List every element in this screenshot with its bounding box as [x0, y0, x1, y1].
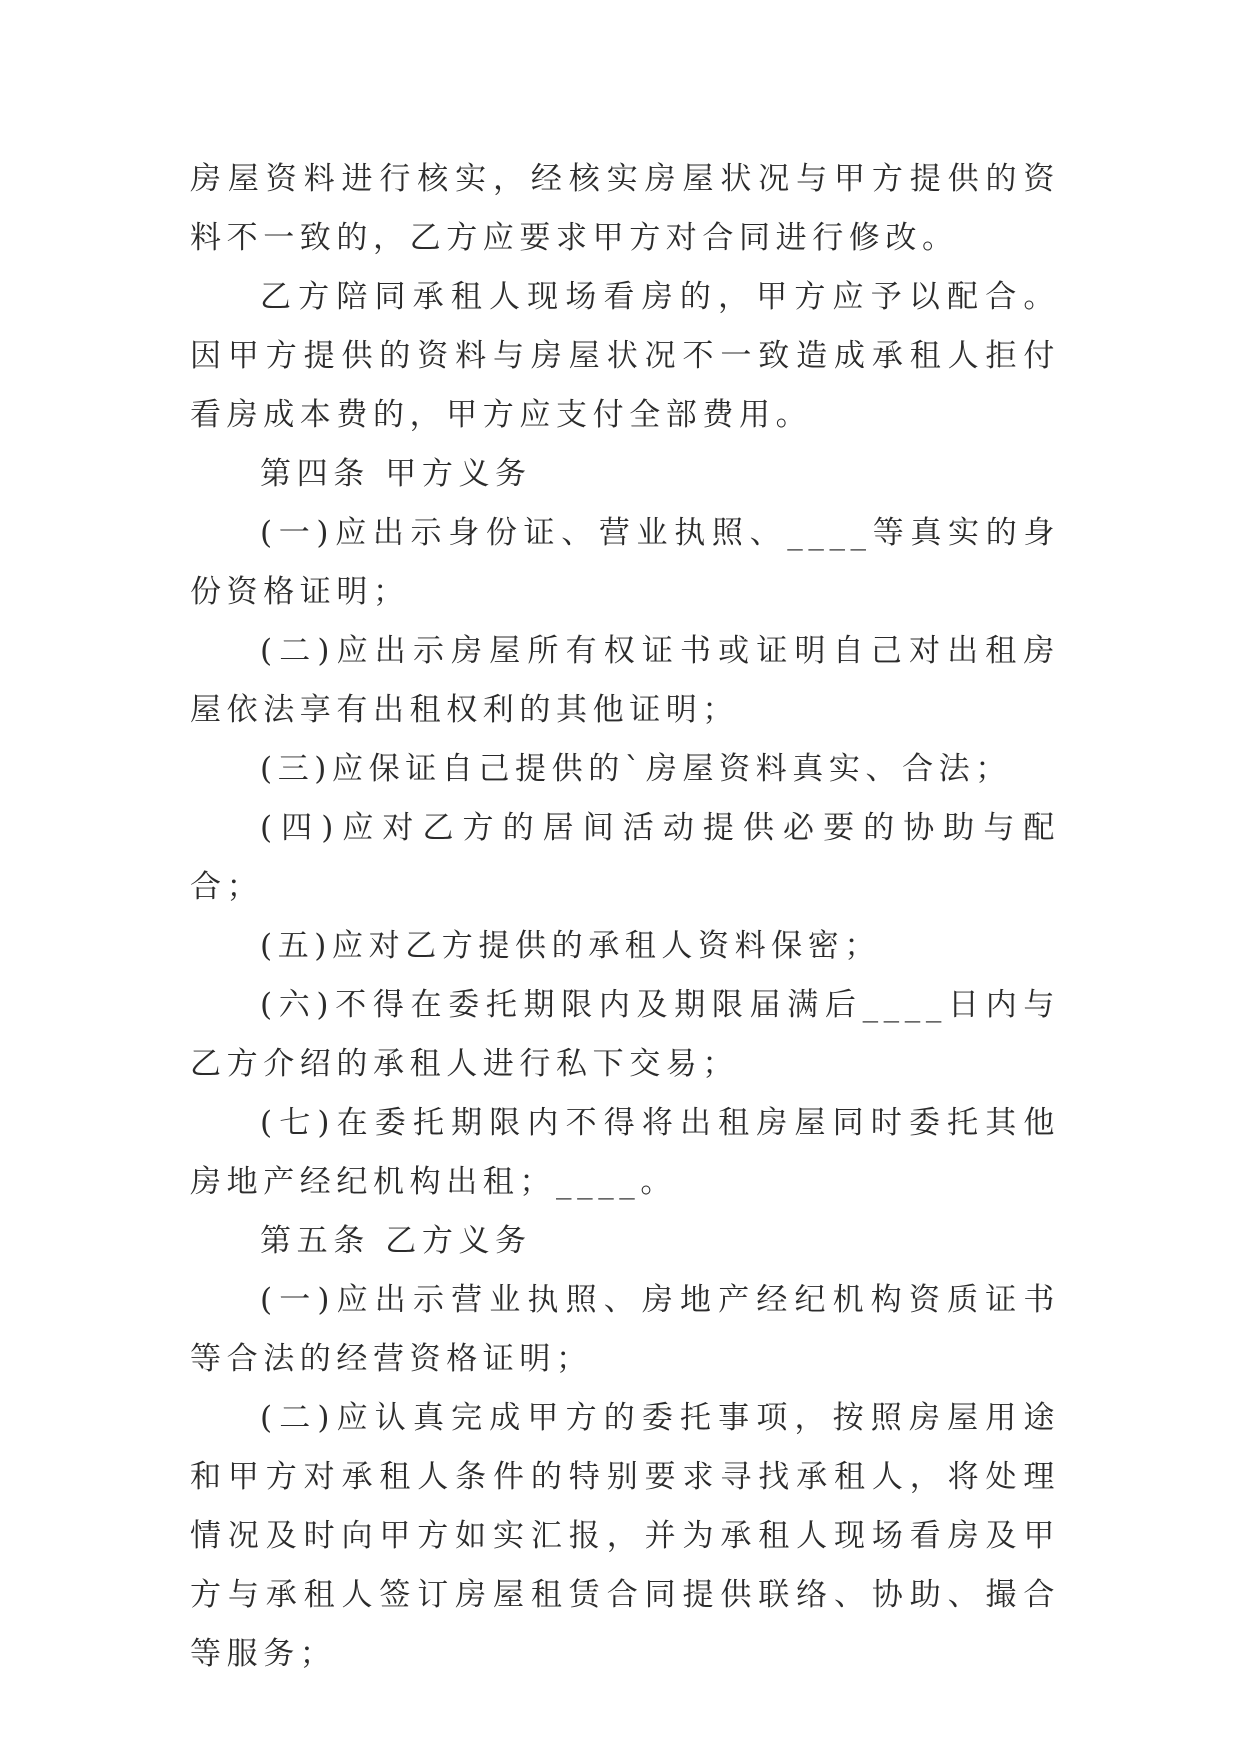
- clause-4-1: (一)应出示身份证、营业执照、____等真实的身份资格证明；: [190, 515, 1060, 610]
- clause-5-1: (一)应出示营业执照、房地产经纪机构资质证书等合法的经营资格证明；: [190, 1282, 1060, 1377]
- section-heading-article-5: 第五条 乙方义务: [260, 1223, 532, 1259]
- section-heading-article-4: 第四条 甲方义务: [260, 456, 532, 492]
- clause-4-5: (五)应对乙方提供的承租人资料保密；: [260, 928, 881, 964]
- paragraph-viewing-cooperation: 乙方陪同承租人现场看房的，甲方应予以配合。因甲方提供的资料与房屋状况不一致造成承租人拒付看房成本费的，甲方应支付全部费用。: [190, 279, 1060, 433]
- clause-4-2: (二)应出示房屋所有权证书或证明自己对出租房屋依法享有出租权利的其他证明；: [190, 633, 1060, 728]
- clause-4-4: (四)应对乙方的居间活动提供必要的协助与配合；: [190, 810, 1060, 905]
- clause-4-6: (六)不得在委托期限内及期限届满后____日内与乙方介绍的承租人进行私下交易；: [190, 987, 1060, 1082]
- clause-4-7: (七)在委托期限内不得将出租房屋同时委托其他房地产经纪机构出租；____。: [190, 1105, 1060, 1200]
- document-body: [190, 150, 1060, 1684]
- paragraph-continuation: 房屋资料进行核实，经核实房屋状况与甲方提供的资料不一致的，乙方应要求甲方对合同进行修改。: [190, 161, 1060, 256]
- clause-5-2: (二)应认真完成甲方的委托事项，按照房屋用途和甲方对承租人条件的特别要求寻找承租人，将处理情况及时向甲方如实汇报，并为承租人现场看房及甲方与承租人签订房屋租赁合同提供联络、协助、撮合等服务；: [190, 1400, 1060, 1672]
- clause-4-3: (三)应保证自己提供的`房屋资料真实、合法；: [260, 751, 1012, 787]
